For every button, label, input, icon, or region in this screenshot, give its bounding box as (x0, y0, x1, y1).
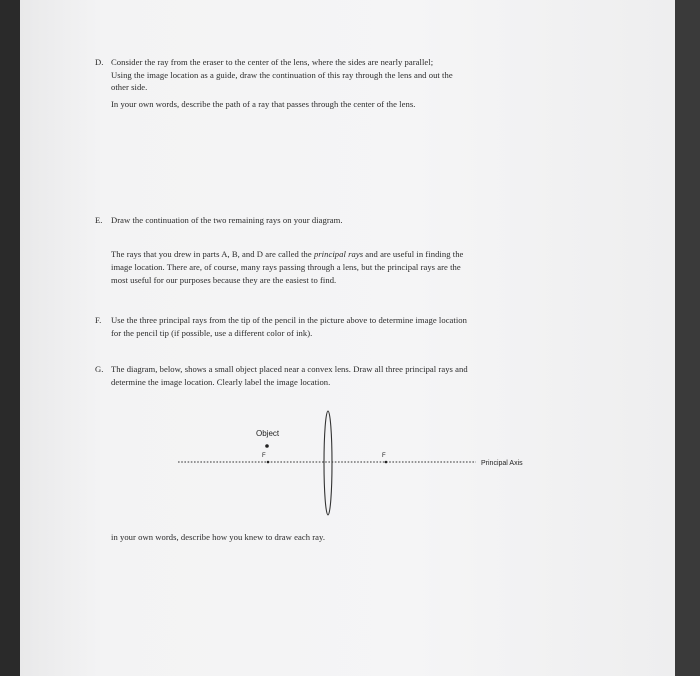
section-g-label: G. (95, 364, 104, 374)
section-e-line-1: Draw the continuation of the two remaining rays on your diagram. (111, 215, 343, 225)
convex-lens-diagram (170, 405, 550, 520)
section-e-para-post: and are useful in finding the (363, 249, 464, 259)
object-point (265, 444, 269, 448)
principal-axis-label: Principal Axis (481, 460, 523, 467)
section-d-label: D. (95, 57, 104, 67)
section-f-line-2: for the pencil tip (if possible, use a different color of ink). (111, 328, 313, 338)
section-d-line-1: Consider the ray from the eraser to the center of the lens, where the sides are nearly parallel; (111, 57, 434, 67)
focal-label-left: F (262, 453, 266, 459)
section-f-label: F. (95, 315, 102, 325)
worksheet-page (20, 0, 675, 676)
section-g-line-2: determine the image location. Clearly label the image location. (111, 377, 331, 387)
focal-point-right (385, 461, 388, 464)
section-d-line-4: In your own words, describe the path of a ray that passes through the center of the lens. (111, 99, 416, 109)
section-d-line-3: other side. (111, 82, 148, 92)
section-e-para-emphasis: principal rays (313, 249, 364, 259)
section-g-final-line: in your own words, describe how you knew to draw each ray. (111, 532, 326, 542)
section-d-line-2: Using the image location as a guide, draw the continuation of this ray through the lens and out the (111, 70, 453, 80)
focal-point-left (267, 461, 270, 464)
focal-label-right: F (382, 453, 386, 459)
section-e-label: E. (95, 215, 103, 225)
section-g-line-1: The diagram, below, shows a small object placed near a convex lens. Draw all three principal rays and (111, 364, 468, 374)
lens-shape (324, 411, 332, 515)
section-e-para-line-3: most useful for our purposes because they are the easiest to find. (111, 275, 337, 285)
section-e-para-line-1 (111, 248, 463, 261)
section-e-para-pre: The rays that you drew in parts A, B, and D are called the (111, 249, 314, 259)
object-label: Object (256, 429, 280, 438)
section-e-para-line-2: image location. There are, of course, many rays passing through a lens, but the principal rays are the (111, 262, 461, 272)
left-edge-shadow (0, 0, 20, 676)
section-f-line-1: Use the three principal rays from the tip of the pencil in the picture above to determine image location (111, 315, 467, 325)
right-edge-shadow (675, 0, 700, 676)
